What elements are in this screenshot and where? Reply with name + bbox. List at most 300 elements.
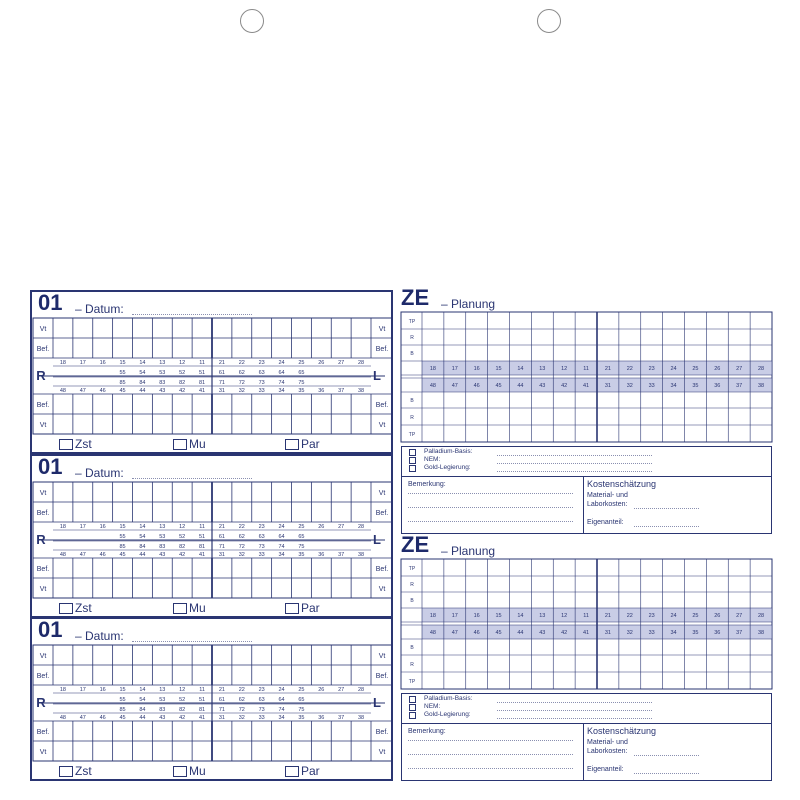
tooth-number: 75 (298, 707, 305, 713)
row-label: Bef. (375, 346, 389, 353)
tooth-number: 73 (258, 544, 265, 550)
tooth-number: 26 (318, 524, 325, 530)
tooth-number: 32 (626, 630, 633, 636)
befund-card (30, 617, 393, 781)
bemerkung-line[interactable] (408, 768, 573, 769)
tooth-number: 47 (79, 715, 86, 721)
option-checkbox[interactable] (409, 465, 416, 472)
ze-row-label: R (410, 662, 414, 668)
tooth-number: 18 (429, 366, 436, 372)
tooth-number: 38 (358, 388, 365, 394)
tooth-number: 71 (218, 544, 225, 550)
tooth-number: 85 (119, 544, 126, 550)
ze-options-box (401, 693, 772, 781)
tooth-number: 53 (159, 697, 166, 703)
tooth-number: 52 (179, 534, 186, 540)
punch-hole-right (537, 9, 561, 33)
tooth-number: 36 (714, 630, 721, 636)
checkbox-zst[interactable] (59, 603, 73, 614)
row-label: Bef. (375, 566, 389, 573)
tooth-number: 33 (648, 630, 655, 636)
tooth-number: 37 (736, 383, 743, 389)
tooth-number: 42 (179, 715, 186, 721)
tooth-number: 74 (278, 380, 285, 386)
tooth-number: 23 (258, 687, 265, 693)
tooth-number: 41 (199, 552, 206, 558)
side-right-label: R (36, 368, 46, 383)
tooth-number: 65 (298, 370, 305, 376)
labor-field[interactable] (634, 508, 699, 509)
tooth-number: 46 (473, 630, 480, 636)
tooth-number: 45 (495, 383, 502, 389)
tooth-number: 22 (626, 366, 633, 372)
tooth-number: 48 (59, 552, 66, 558)
eigenanteil-field[interactable] (634, 773, 699, 774)
tooth-number: 15 (119, 687, 126, 693)
material-label: Material- und (587, 492, 628, 499)
ze-title: ZE (401, 285, 430, 310)
bemerkung-line[interactable] (408, 507, 573, 508)
bemerkung-line[interactable] (408, 754, 573, 755)
side-left-label: L (373, 368, 381, 383)
option-checkbox[interactable] (409, 457, 416, 464)
options-vdivider (583, 723, 584, 780)
option-checkbox[interactable] (409, 704, 416, 711)
tooth-number: 63 (258, 697, 265, 703)
tooth-number: 84 (139, 707, 146, 713)
tooth-number: 43 (159, 552, 166, 558)
tooth-number: 41 (199, 715, 206, 721)
row-label: Vt (39, 490, 47, 497)
tooth-number: 16 (99, 687, 106, 693)
checkbox-label: Zst (75, 437, 92, 451)
ze-row-label: B (410, 398, 414, 404)
tooth-number: 37 (338, 715, 345, 721)
tooth-number: 26 (318, 687, 325, 693)
side-left-label: L (373, 532, 381, 547)
datum-label: – Datum: (75, 629, 124, 643)
tooth-number: 81 (199, 707, 206, 713)
tooth-number: 28 (358, 687, 365, 693)
tooth-number: 27 (736, 366, 743, 372)
tooth-number: 73 (258, 380, 265, 386)
tooth-number: 15 (119, 360, 126, 366)
tooth-number: 28 (358, 524, 365, 530)
tooth-number: 24 (278, 524, 285, 530)
checkbox-par[interactable] (285, 603, 299, 614)
tooth-number: 18 (429, 613, 436, 619)
datum-field[interactable] (132, 314, 252, 315)
tooth-number: 12 (561, 613, 568, 619)
tooth-number: 18 (59, 687, 66, 693)
tooth-number: 35 (692, 630, 699, 636)
eigenanteil-label: Eigenanteil: (587, 519, 624, 526)
tooth-number: 54 (139, 370, 146, 376)
tooth-number: 82 (179, 544, 186, 550)
tooth-number: 25 (692, 366, 699, 372)
card-number: 01 (38, 454, 63, 479)
tooth-number: 12 (179, 687, 186, 693)
tooth-number: 24 (278, 687, 285, 693)
tooth-number: 72 (238, 380, 245, 386)
tooth-number: 82 (179, 380, 186, 386)
tooth-number: 11 (199, 360, 205, 366)
tooth-number: 53 (159, 370, 166, 376)
tooth-number: 13 (159, 524, 166, 530)
row-label: Bef. (36, 729, 50, 736)
tooth-number: 52 (179, 370, 186, 376)
row-label: Vt (378, 653, 386, 660)
tooth-number: 21 (604, 366, 611, 372)
tooth-number: 33 (258, 552, 265, 558)
row-label: Vt (39, 653, 47, 660)
checkbox-par[interactable] (285, 766, 299, 777)
row-label: Vt (39, 422, 47, 429)
row-label: Vt (39, 749, 47, 756)
options-vdivider (583, 476, 584, 533)
tooth-number: 28 (758, 366, 765, 372)
option-label: Gold-Legierung: (424, 711, 471, 718)
option-field[interactable] (497, 718, 652, 719)
tooth-number: 43 (159, 715, 166, 721)
punch-hole-left (240, 9, 264, 33)
checkbox-zst[interactable] (59, 766, 73, 777)
tooth-number: 12 (561, 366, 568, 372)
tooth-number: 48 (429, 383, 436, 389)
tooth-number: 85 (119, 707, 126, 713)
tooth-number: 17 (451, 366, 458, 372)
tooth-number: 13 (539, 613, 546, 619)
tooth-number: 27 (338, 524, 345, 530)
tooth-number: 61 (218, 697, 225, 703)
tooth-number: 31 (218, 552, 225, 558)
option-field[interactable] (497, 702, 652, 703)
bemerkung-line[interactable] (408, 740, 573, 741)
tooth-number: 55 (119, 370, 126, 376)
tooth-number: 44 (139, 552, 146, 558)
ze-row-label: B (410, 351, 414, 357)
tooth-number: 46 (99, 388, 106, 394)
tooth-number: 25 (298, 687, 305, 693)
tooth-number: 36 (318, 388, 325, 394)
tooth-number: 32 (238, 715, 245, 721)
tooth-number: 12 (179, 360, 186, 366)
tooth-number: 25 (692, 613, 699, 619)
tooth-number: 11 (583, 366, 589, 372)
eigenanteil-field[interactable] (634, 526, 699, 527)
tooth-number: 16 (473, 613, 480, 619)
tooth-number: 25 (298, 524, 305, 530)
tooth-chart (32, 643, 393, 763)
row-label: Bef. (36, 566, 50, 573)
checkbox-label: Zst (75, 764, 92, 778)
tooth-number: 46 (473, 383, 480, 389)
tooth-number: 27 (736, 613, 743, 619)
checkbox-mu[interactable] (173, 766, 187, 777)
tooth-number: 44 (517, 630, 524, 636)
tooth-number: 42 (179, 388, 186, 394)
checkbox-label: Par (301, 764, 320, 778)
ze-tooth-chart (400, 311, 773, 444)
tooth-number: 21 (218, 687, 225, 693)
tooth-number: 38 (758, 630, 765, 636)
tooth-number: 14 (139, 360, 146, 366)
tooth-number: 21 (218, 360, 225, 366)
tooth-number: 11 (199, 524, 205, 530)
option-checkbox[interactable] (409, 712, 416, 719)
tooth-number: 43 (539, 383, 546, 389)
tooth-number: 46 (99, 552, 106, 558)
option-label: NEM: (424, 456, 441, 463)
tooth-number: 23 (648, 613, 655, 619)
datum-label: – Datum: (75, 466, 124, 480)
tooth-number: 61 (218, 534, 225, 540)
options-divider (402, 476, 771, 477)
tooth-number: 17 (79, 524, 86, 530)
tooth-number: 16 (99, 524, 106, 530)
row-label: Bef. (375, 510, 389, 517)
tooth-number: 81 (199, 544, 206, 550)
kosten-title: Kostenschätzung (587, 726, 657, 736)
card-number: 01 (38, 290, 63, 315)
tooth-number: 18 (59, 524, 66, 530)
ze-row-label: TP (408, 432, 416, 438)
tooth-number: 72 (238, 544, 245, 550)
tooth-number: 31 (604, 630, 611, 636)
tooth-number: 84 (139, 380, 146, 386)
tooth-number: 37 (736, 630, 743, 636)
tooth-number: 51 (199, 370, 206, 376)
tooth-number: 45 (119, 715, 126, 721)
option-field[interactable] (497, 710, 652, 711)
option-label: Palladium-Basis: (424, 448, 473, 455)
tooth-number: 62 (238, 697, 245, 703)
tooth-number: 33 (258, 715, 265, 721)
tooth-number: 42 (179, 552, 186, 558)
checkbox-label: Mu (189, 437, 206, 451)
tooth-chart (32, 316, 393, 436)
tooth-number: 41 (583, 383, 590, 389)
side-right-label: R (36, 532, 46, 547)
checkbox-mu[interactable] (173, 603, 187, 614)
row-label: Bef. (36, 346, 50, 353)
tooth-number: 36 (714, 383, 721, 389)
tooth-number: 22 (626, 613, 633, 619)
ze-row-label: R (410, 415, 414, 421)
tooth-number: 83 (159, 707, 166, 713)
checkbox-label: Par (301, 601, 320, 615)
tooth-number: 14 (139, 524, 146, 530)
tooth-number: 47 (451, 383, 458, 389)
option-checkbox[interactable] (409, 449, 416, 456)
tooth-number: 14 (517, 613, 524, 619)
tooth-number: 23 (258, 524, 265, 530)
tooth-number: 28 (758, 613, 765, 619)
bemerkung-line[interactable] (408, 493, 573, 494)
tooth-number: 15 (119, 524, 126, 530)
row-label: Vt (39, 586, 47, 593)
tooth-number: 34 (670, 383, 677, 389)
tooth-number: 35 (298, 388, 305, 394)
tooth-number: 36 (318, 715, 325, 721)
tooth-number: 47 (451, 630, 458, 636)
tooth-number: 81 (199, 380, 206, 386)
tooth-number: 48 (59, 715, 66, 721)
tooth-number: 22 (238, 687, 245, 693)
checkbox-label: Par (301, 437, 320, 451)
tooth-number: 14 (517, 366, 524, 372)
option-label: Gold-Legierung: (424, 464, 471, 471)
tooth-number: 44 (517, 383, 524, 389)
datum-field[interactable] (132, 641, 252, 642)
tooth-number: 75 (298, 380, 305, 386)
option-checkbox[interactable] (409, 696, 416, 703)
tooth-number: 64 (278, 697, 285, 703)
tooth-number: 42 (561, 383, 568, 389)
labor-label: Laborkosten: (587, 501, 628, 508)
tooth-number: 31 (218, 715, 225, 721)
tooth-number: 71 (218, 380, 225, 386)
option-label: NEM: (424, 703, 441, 710)
labor-field[interactable] (634, 755, 699, 756)
eigenanteil-label: Eigenanteil: (587, 766, 624, 773)
tooth-number: 24 (670, 366, 677, 372)
row-label: Bef. (375, 673, 389, 680)
tooth-number: 51 (199, 697, 206, 703)
labor-label: Laborkosten: (587, 748, 628, 755)
tooth-number: 72 (238, 707, 245, 713)
row-label: Bef. (36, 402, 50, 409)
side-left-label: L (373, 695, 381, 710)
tooth-number: 43 (539, 630, 546, 636)
tooth-number: 55 (119, 697, 126, 703)
tooth-number: 75 (298, 544, 305, 550)
tooth-number: 53 (159, 534, 166, 540)
row-label: Vt (39, 326, 47, 333)
tooth-number: 47 (79, 552, 86, 558)
tooth-number: 34 (278, 388, 285, 394)
tooth-number: 54 (139, 697, 146, 703)
tooth-number: 28 (358, 360, 365, 366)
tooth-number: 41 (583, 630, 590, 636)
option-field[interactable] (497, 463, 652, 464)
tooth-number: 11 (583, 613, 589, 619)
checkbox-zst[interactable] (59, 439, 73, 450)
ze-subtitle: – Planung (441, 544, 496, 558)
bemerkung-line[interactable] (408, 521, 573, 522)
tooth-number: 48 (429, 630, 436, 636)
tooth-number: 48 (59, 388, 66, 394)
tooth-number: 51 (199, 534, 206, 540)
tooth-number: 38 (758, 383, 765, 389)
tooth-number: 74 (278, 544, 285, 550)
tooth-number: 15 (495, 366, 502, 372)
tooth-number: 33 (258, 388, 265, 394)
tooth-number: 36 (318, 552, 325, 558)
tooth-number: 33 (648, 383, 655, 389)
tooth-number: 47 (79, 388, 86, 394)
ze-row-label: B (410, 645, 414, 651)
tooth-number: 42 (561, 630, 568, 636)
tooth-number: 26 (714, 613, 721, 619)
ze-title: ZE (401, 532, 430, 557)
ze-row-label: TP (408, 319, 416, 325)
tooth-number: 31 (218, 388, 225, 394)
tooth-number: 26 (714, 366, 721, 372)
tooth-number: 45 (495, 630, 502, 636)
tooth-number: 83 (159, 380, 166, 386)
befund-card (30, 454, 393, 618)
checkbox-label: Mu (189, 601, 206, 615)
tooth-number: 34 (278, 552, 285, 558)
row-label: Vt (378, 749, 386, 756)
tooth-number: 45 (119, 552, 126, 558)
tooth-number: 63 (258, 370, 265, 376)
option-field[interactable] (497, 471, 652, 472)
tooth-number: 37 (338, 388, 345, 394)
row-label: Vt (378, 586, 386, 593)
tooth-number: 64 (278, 370, 285, 376)
tooth-number: 61 (218, 370, 225, 376)
tooth-number: 84 (139, 544, 146, 550)
tooth-number: 24 (278, 360, 285, 366)
tooth-number: 63 (258, 534, 265, 540)
tooth-number: 22 (238, 360, 245, 366)
tooth-number: 23 (648, 366, 655, 372)
row-label: Vt (378, 422, 386, 429)
tooth-number: 25 (298, 360, 305, 366)
tooth-number: 64 (278, 534, 285, 540)
tooth-number: 17 (451, 613, 458, 619)
row-label: Bef. (36, 510, 50, 517)
row-label: Bef. (375, 402, 389, 409)
tooth-number: 32 (238, 552, 245, 558)
tooth-number: 37 (338, 552, 345, 558)
tooth-number: 35 (298, 552, 305, 558)
tooth-number: 21 (604, 613, 611, 619)
tooth-number: 83 (159, 544, 166, 550)
tooth-number: 62 (238, 370, 245, 376)
tooth-number: 23 (258, 360, 265, 366)
tooth-number: 26 (318, 360, 325, 366)
checkbox-mu[interactable] (173, 439, 187, 450)
befund-card (30, 290, 393, 454)
row-label: Vt (378, 326, 386, 333)
tooth-number: 52 (179, 697, 186, 703)
tooth-number: 34 (670, 630, 677, 636)
option-field[interactable] (497, 455, 652, 456)
checkbox-par[interactable] (285, 439, 299, 450)
tooth-number: 43 (159, 388, 166, 394)
option-label: Palladium-Basis: (424, 695, 473, 702)
bemerkung-label: Bemerkung: (408, 728, 446, 735)
tooth-number: 16 (99, 360, 106, 366)
tooth-number: 44 (139, 715, 146, 721)
tooth-number: 13 (159, 360, 166, 366)
datum-field[interactable] (132, 478, 252, 479)
tooth-number: 27 (338, 360, 345, 366)
tooth-number: 65 (298, 697, 305, 703)
checkbox-label: Mu (189, 764, 206, 778)
row-label: Bef. (375, 729, 389, 736)
tooth-number: 65 (298, 534, 305, 540)
tooth-number: 32 (238, 388, 245, 394)
ze-planung-card (400, 287, 773, 537)
tooth-number: 18 (59, 360, 66, 366)
tooth-number: 54 (139, 534, 146, 540)
card-number: 01 (38, 617, 63, 642)
tooth-number: 11 (199, 687, 205, 693)
